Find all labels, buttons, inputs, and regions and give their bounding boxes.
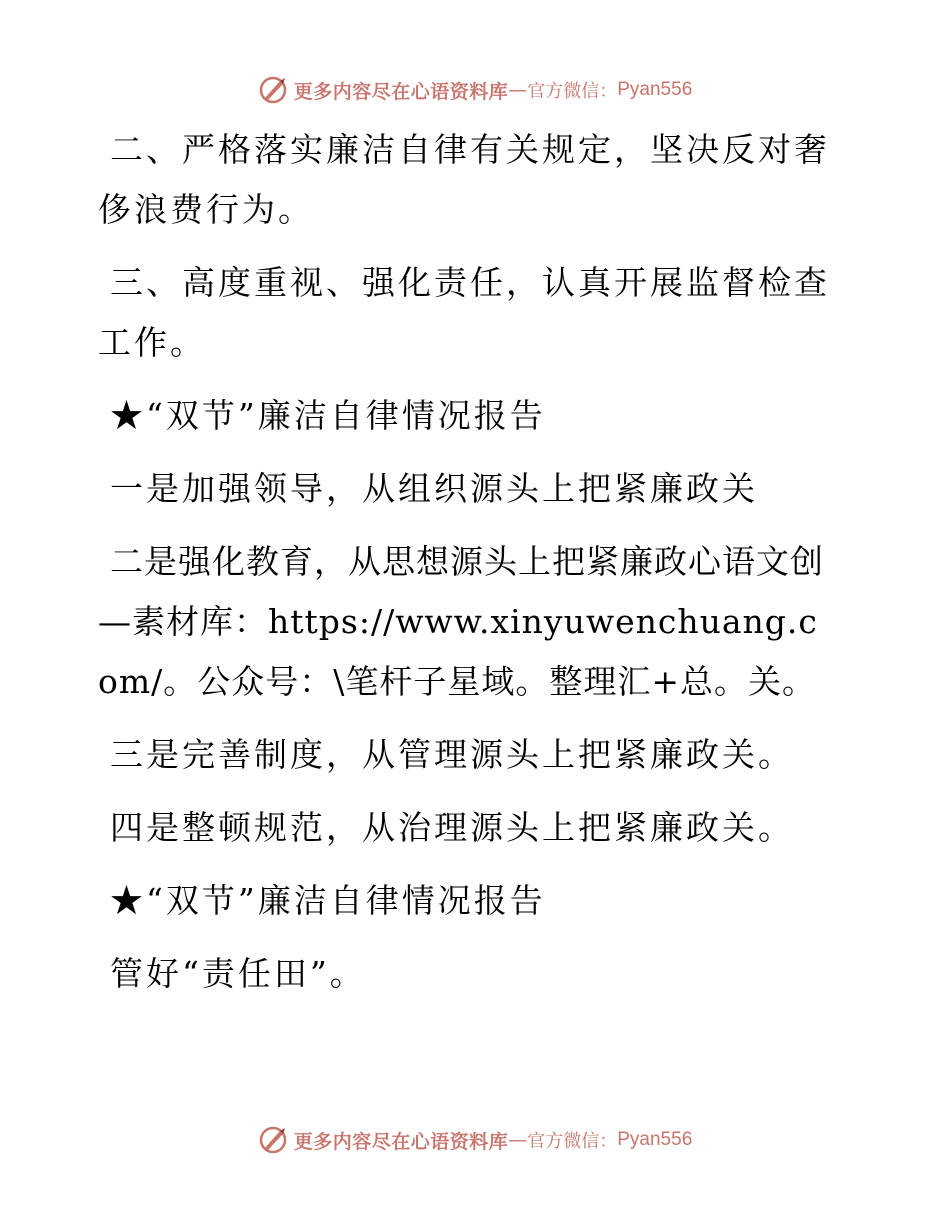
paragraph: 二是强化教育，从思想源头上把紧廉政心语文创—素材库：https://www.xinyuwenchuang.com/。公众号：\笔杆子星域。整理汇+总。关。: [98, 542, 824, 701]
quill-logo-icon: [258, 1125, 288, 1155]
document-body: [98, 120, 838, 1017]
page-header: [0, 70, 950, 110]
section-heading: ★“双节”廉洁自律情况报告: [110, 396, 546, 435]
footer-separator: —: [508, 1129, 528, 1151]
paragraph: 三是完善制度，从管理源头上把紧廉政关。: [110, 735, 794, 774]
footer-banner-text: 更多内容尽在心语资料库: [293, 1130, 509, 1153]
paragraph: 管好“责任田”。: [110, 954, 366, 993]
header-banner-text: 更多内容尽在心语资料库: [293, 80, 509, 103]
header-wechat-label: 官方微信：: [527, 81, 618, 102]
paragraph: 一是加强领导，从组织源头上把紧廉政关: [110, 469, 758, 508]
quill-logo-icon: [258, 75, 288, 105]
paragraph: 四是整顿规范，从治理源头上把紧廉政关。: [110, 808, 794, 847]
footer-wechat-id: Pyan556: [617, 1129, 693, 1150]
paragraph: 二、严格落实廉洁自律有关规定，坚决反对奢侈浪费行为。: [98, 130, 830, 229]
header-wechat-id: Pyan556: [617, 79, 693, 100]
section-heading: ★“双节”廉洁自律情况报告: [110, 881, 546, 920]
header-separator: —: [508, 79, 528, 101]
footer-wechat-label: 官方微信：: [527, 1131, 618, 1152]
page-footer: [0, 1120, 950, 1160]
paragraph: 三、高度重视、强化责任，认真开展监督检查工作。: [98, 263, 830, 362]
